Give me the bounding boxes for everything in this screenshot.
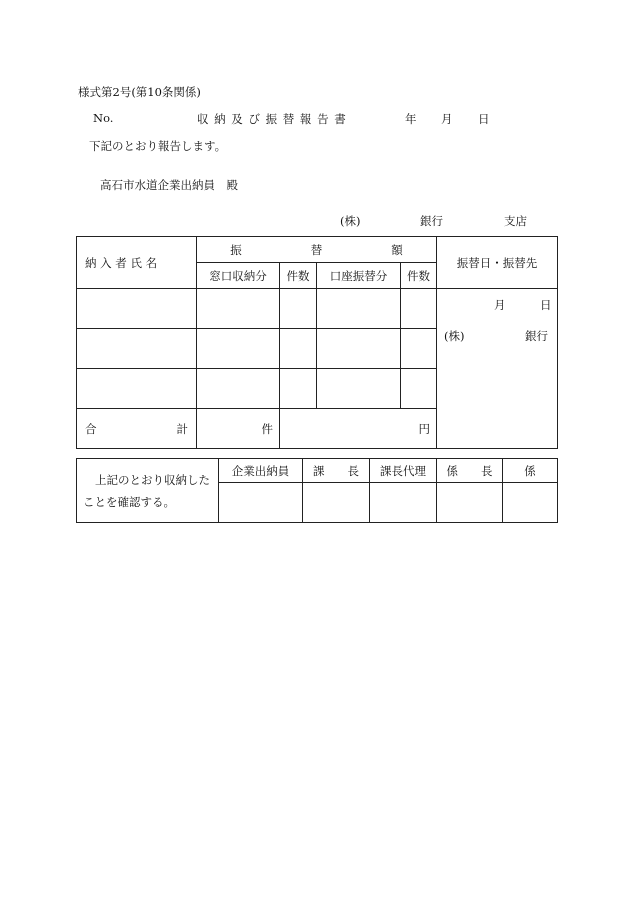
confirmation-table	[76, 458, 558, 523]
total-count-cell[interactable]	[197, 409, 280, 449]
role-label: 課 長	[313, 463, 359, 478]
confirm-text-line1: 上記のとおり収納した	[95, 473, 210, 487]
name-input-cell[interactable]	[77, 289, 197, 329]
day-label: 日	[478, 112, 490, 126]
role-label: 係 長	[446, 463, 493, 478]
role-label: 企業出納員	[231, 463, 290, 478]
addressee: 高石市水道企業出納員 殿	[100, 178, 238, 192]
seal-cell-deputy-chief[interactable]	[370, 483, 437, 523]
window-amount-cell[interactable]	[197, 329, 280, 369]
role-header-treasurer	[219, 459, 303, 483]
count-header2-cell	[401, 263, 437, 289]
month-label: 月	[494, 298, 506, 312]
account-header: 口座振替分	[329, 268, 388, 283]
account-count-cell[interactable]	[401, 369, 437, 409]
dest-kabu-label: (株)	[444, 329, 465, 343]
role-header-section-chief	[303, 459, 370, 483]
confirm-text-line2: ことを確認する。	[83, 495, 175, 509]
count-unit: 件	[261, 421, 273, 436]
total-amount-cell[interactable]	[280, 409, 437, 449]
day-label: 日	[540, 298, 552, 312]
count-header: 件数	[286, 268, 310, 283]
name-header-cell	[77, 237, 197, 289]
role-header-staff	[503, 459, 558, 483]
yen-unit: 円	[418, 421, 430, 436]
count-header2: 件数	[407, 268, 430, 283]
confirm-text-cell	[77, 459, 219, 523]
date-dest-header-cell	[437, 237, 558, 289]
role-label: 係	[524, 463, 536, 478]
window-header-cell	[197, 263, 280, 289]
document-title: 収 納 及 び 振 替 報 告 書	[197, 112, 347, 126]
transfer-header-cell	[197, 237, 437, 263]
transfer-header: 振 替 額	[230, 242, 403, 257]
date-dest-cell[interactable]	[437, 289, 558, 449]
bank-kabu-label: (株)	[340, 214, 361, 228]
branch-label: 支店	[504, 214, 527, 228]
window-amount-cell[interactable]	[197, 289, 280, 329]
form-label: 様式第2号(第10条関係)	[78, 85, 201, 99]
account-count-cell[interactable]	[401, 289, 437, 329]
window-header: 窓口収納分	[209, 268, 267, 283]
account-amount-cell[interactable]	[317, 329, 401, 369]
total-label-right: 計	[176, 421, 188, 436]
window-count-cell[interactable]	[280, 289, 317, 329]
window-count-cell[interactable]	[280, 369, 317, 409]
role-header-subsection-chief	[437, 459, 503, 483]
account-header-cell	[317, 263, 401, 289]
seal-cell-section-chief[interactable]	[303, 483, 370, 523]
dest-bank-label: 銀行	[525, 329, 548, 343]
count-header-cell	[280, 263, 317, 289]
window-amount-cell[interactable]	[197, 369, 280, 409]
seal-cell-subsection-chief[interactable]	[437, 483, 503, 523]
role-label: 課長代理	[380, 463, 426, 478]
name-input-cell[interactable]	[77, 369, 197, 409]
name-input-cell[interactable]	[77, 329, 197, 369]
number-label: No.	[93, 111, 114, 125]
seal-cell-staff[interactable]	[503, 483, 558, 523]
date-dest-header: 振替日・振替先	[456, 255, 538, 270]
transfer-report-table	[76, 236, 558, 449]
year-label: 年	[405, 112, 417, 126]
window-count-cell[interactable]	[280, 329, 317, 369]
role-header-deputy-chief	[370, 459, 437, 483]
month-label: 月	[441, 112, 453, 126]
name-header: 納 入 者 氏 名	[85, 255, 158, 270]
bank-label: 銀行	[420, 214, 443, 228]
account-amount-cell[interactable]	[317, 369, 401, 409]
seal-cell-treasurer[interactable]	[219, 483, 303, 523]
total-label-left: 合	[85, 421, 97, 436]
intro-text: 下記のとおり報告します。	[89, 139, 227, 153]
account-amount-cell[interactable]	[317, 289, 401, 329]
total-label-cell	[77, 409, 197, 449]
account-count-cell[interactable]	[401, 329, 437, 369]
